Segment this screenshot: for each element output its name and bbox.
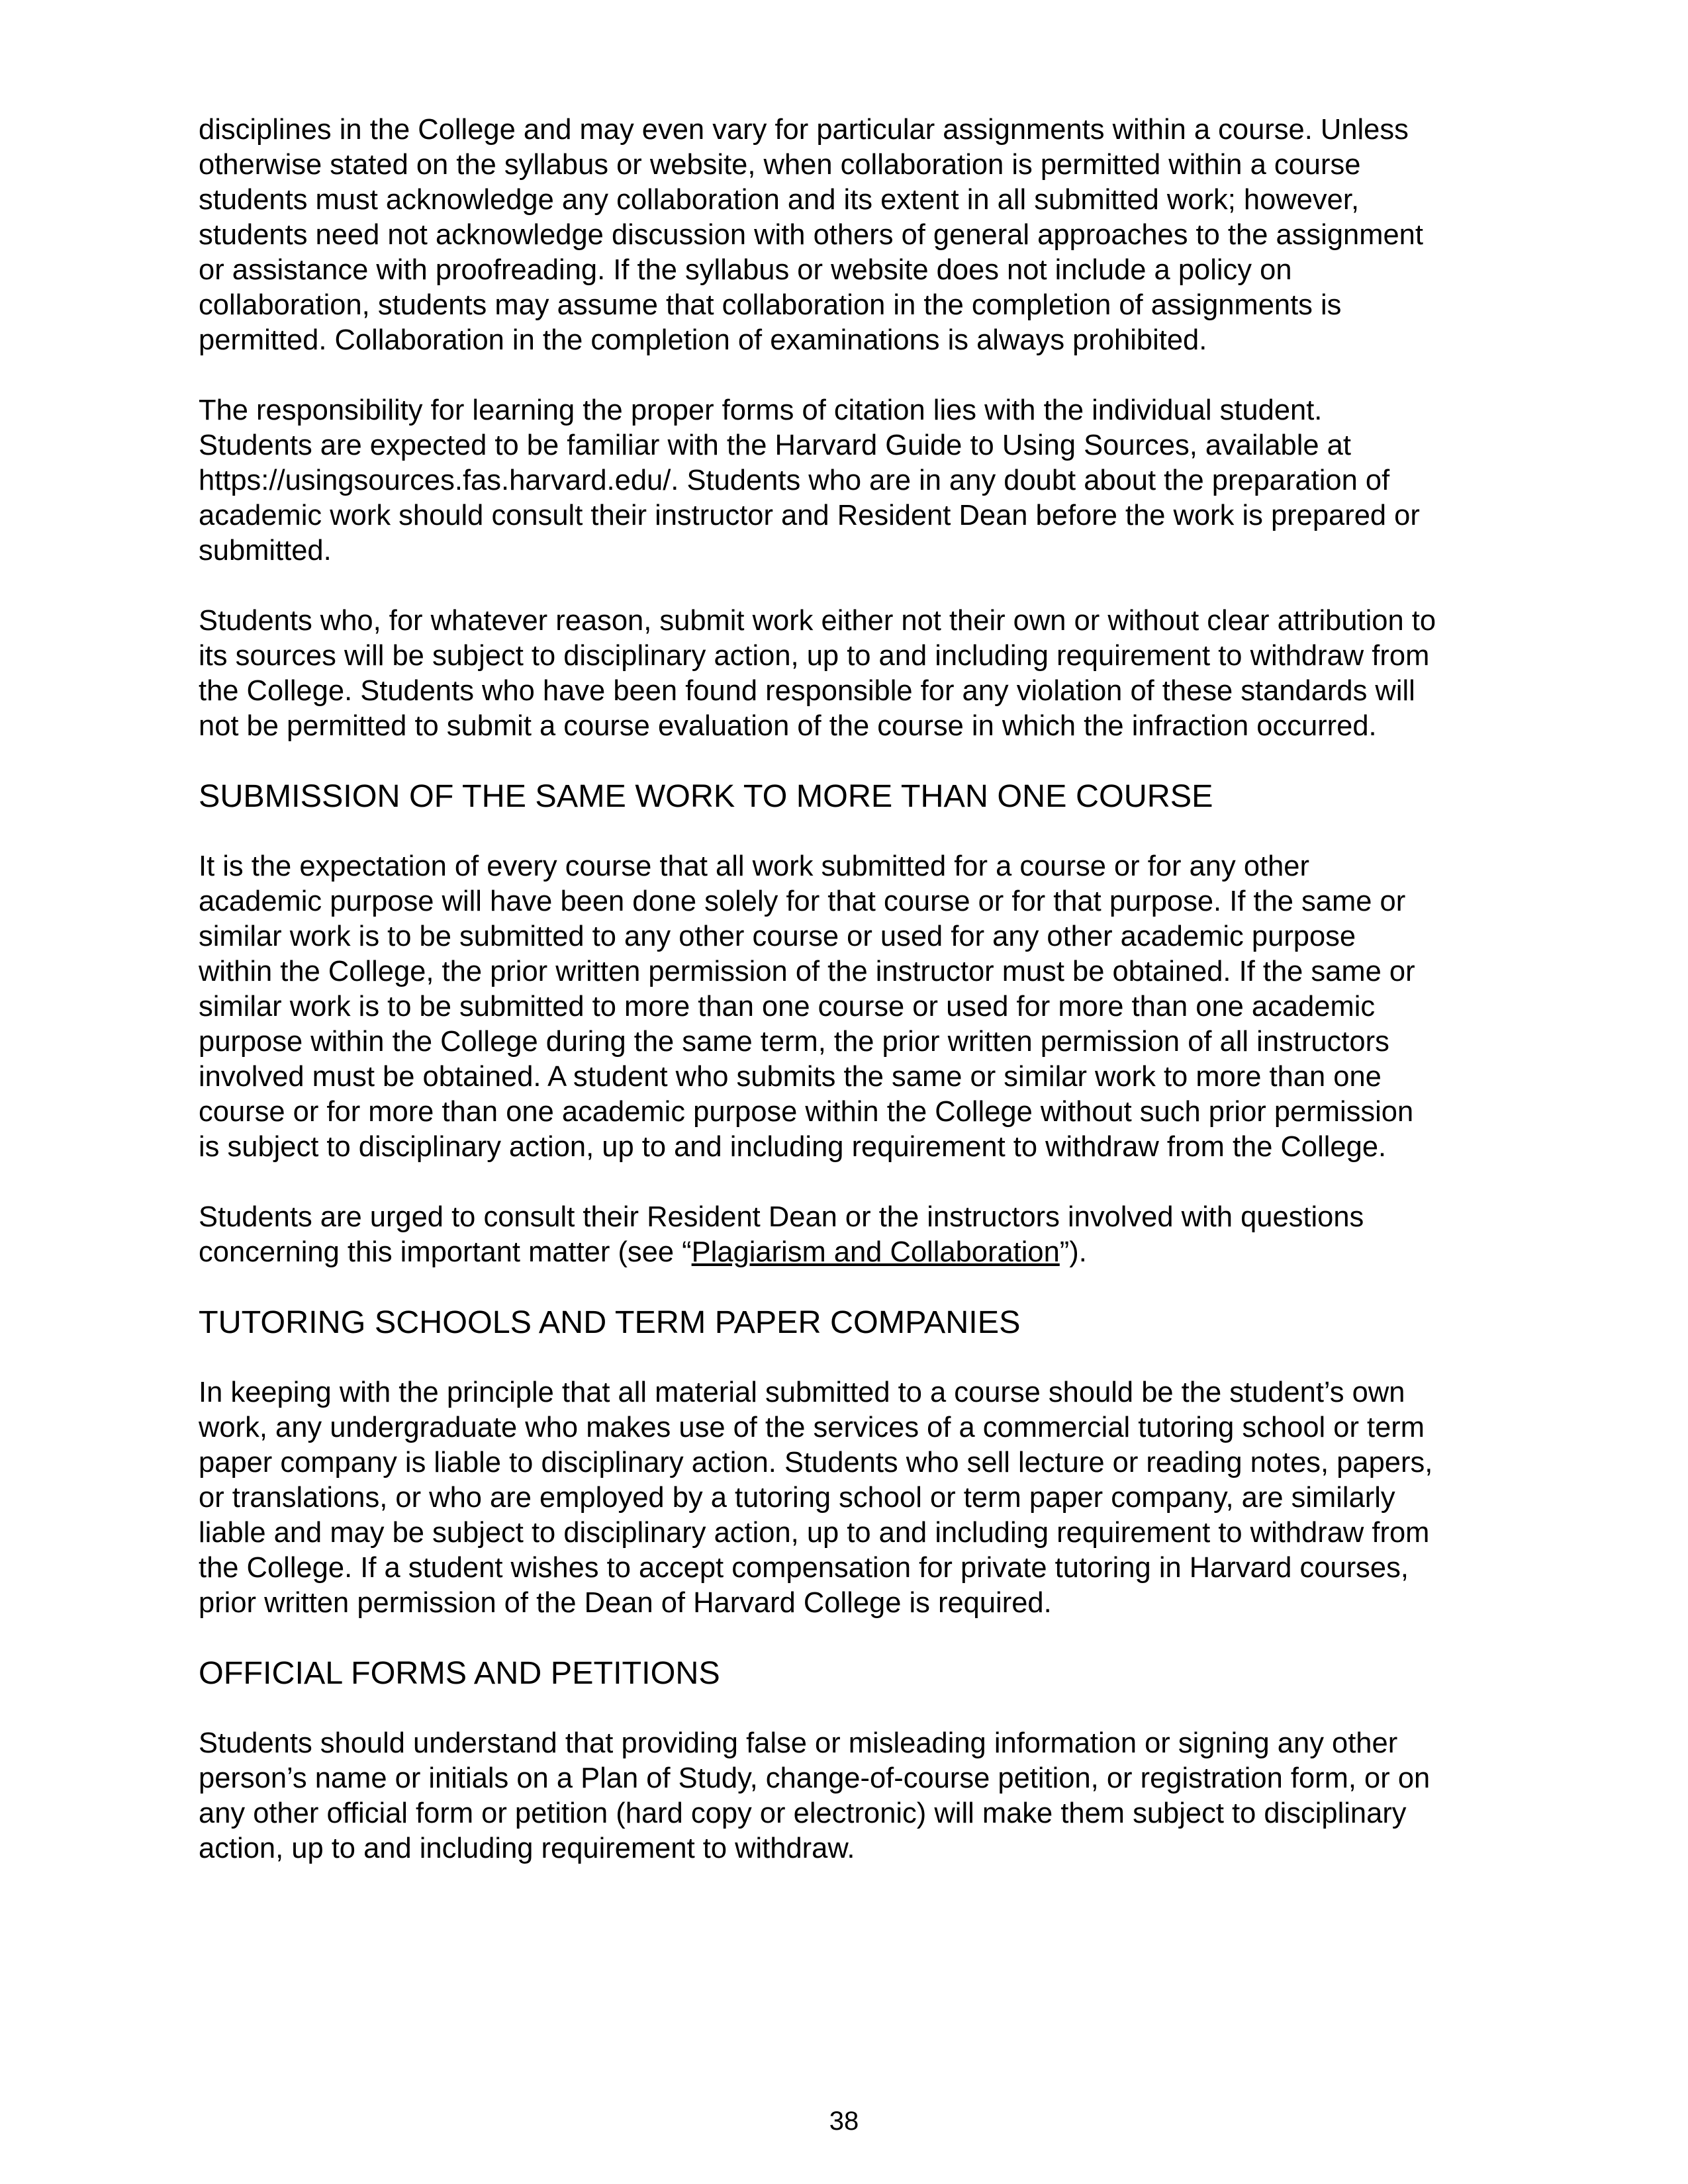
disciplinary-action-paragraph — [199, 604, 1516, 744]
text-line: paper company is liable to disciplinary action. Students who sell lecture or reading notes, papers, — [199, 1447, 1433, 1479]
text-line: involved must be obtained. A student who submits the same or similar work to more than one — [199, 1061, 1382, 1093]
section-spacer — [199, 1270, 1516, 1305]
text-line: the College. Students who have been found responsible for any violation of these standards will — [199, 675, 1415, 707]
text-line: The responsibility for learning the proper forms of citation lies with the individual student. — [199, 394, 1323, 426]
text-line: or assistance with proofreading. If the syllabus or website does not include a policy on — [199, 254, 1292, 286]
page-number: 38 — [829, 2107, 859, 2136]
section-spacer — [199, 814, 1516, 849]
text-line: work, any undergraduate who makes use of the services of a commercial tutoring school or term — [199, 1412, 1425, 1443]
section-spacer — [199, 1621, 1516, 1656]
text-line: course or for more than one academic purpose within the College without such prior permission — [199, 1096, 1414, 1128]
text-line: disciplines in the College and may even vary for particular assignments within a course. Unless — [199, 114, 1409, 146]
text-line: its sources will be subject to disciplinary action, up to and including requirement to withdraw from — [199, 640, 1430, 672]
section-heading-tutoring: TUTORING SCHOOLS AND TERM PAPER COMPANIES — [199, 1304, 1021, 1340]
text-line: or translations, or who are employed by a tutoring school or term paper company, are similarly — [199, 1482, 1395, 1514]
text-line: submitted. — [199, 535, 332, 567]
paragraph-spacer — [199, 358, 1516, 393]
same-work-paragraph — [199, 849, 1516, 1165]
text-line: action, up to and including requirement to withdraw. — [199, 1833, 855, 1864]
text-line: Students are urged to consult their Resident Dean or the instructors involved with questions — [199, 1201, 1364, 1233]
text-line: similar work is to be submitted to any other course or used for any other academic purpose — [199, 921, 1356, 952]
text-line: academic purpose will have been done solely for that course or for that purpose. If the same or — [199, 886, 1406, 917]
text-line: purpose within the College during the same term, the prior written permission of all instructors — [199, 1026, 1389, 1058]
text-line: students need not acknowledge discussion with others of general approaches to the assignment — [199, 219, 1423, 251]
text-line: https://usingsources.fas.harvard.edu/. Students who are in any doubt about the preparation of — [199, 465, 1390, 496]
text-fragment: ”). — [1059, 1236, 1087, 1268]
text-line: within the College, the prior written permission of the instructor must be obtained. If the same or — [199, 956, 1415, 987]
collaboration-policy-paragraph — [199, 113, 1516, 358]
document-page — [199, 113, 1516, 1866]
tutoring-paragraph — [199, 1375, 1516, 1621]
text-fragment: concerning this important matter (see “ — [199, 1236, 692, 1268]
text-line: liable and may be subject to disciplinary action, up to and including requirement to withdraw from — [199, 1517, 1430, 1549]
text-line: In keeping with the principle that all material submitted to a course should be the student’s own — [199, 1377, 1405, 1408]
consult-dean-paragraph — [199, 1200, 1516, 1270]
text-line: is subject to disciplinary action, up to and including requirement to withdraw from the College. — [199, 1131, 1387, 1163]
paragraph-spacer — [199, 569, 1516, 604]
text-line: not be permitted to submit a course evaluation of the course in which the infraction occurred. — [199, 710, 1377, 742]
official-forms-paragraph — [199, 1726, 1516, 1866]
text-line: It is the expectation of every course that all work submitted for a course or for any other — [199, 850, 1309, 882]
section-heading-official-forms: OFFICIAL FORMS AND PETITIONS — [199, 1655, 720, 1691]
text-line: prior written permission of the Dean of Harvard College is required. — [199, 1587, 1052, 1619]
section-spacer — [199, 1340, 1516, 1375]
section-spacer — [199, 744, 1516, 779]
citation-responsibility-paragraph — [199, 393, 1516, 569]
section-heading-same-work: SUBMISSION OF THE SAME WORK TO MORE THAN ONE COURSE — [199, 778, 1213, 814]
text-line: the College. If a student wishes to accept compensation for private tutoring in Harvard courses, — [199, 1552, 1409, 1584]
text-line: any other official form or petition (hard copy or electronic) will make them subject to disciplinary — [199, 1797, 1407, 1829]
text-line: students must acknowledge any collaboration and its extent in all submitted work; however, — [199, 184, 1360, 216]
text-line: similar work is to be submitted to more than one course or used for more than one academic — [199, 991, 1376, 1023]
plagiarism-collaboration-link[interactable]: Plagiarism and Collaboration — [691, 1236, 1060, 1268]
section-spacer — [199, 1691, 1516, 1726]
text-line — [199, 1235, 1516, 1270]
text-line: permitted. Collaboration in the completion of examinations is always prohibited. — [199, 324, 1207, 356]
text-line: Students who, for whatever reason, submit work either not their own or without clear attribution to — [199, 605, 1436, 637]
paragraph-spacer — [199, 1165, 1516, 1200]
text-line: Students should understand that providing false or misleading information or signing any other — [199, 1727, 1398, 1759]
text-line: academic work should consult their instructor and Resident Dean before the work is prepared or — [199, 500, 1420, 531]
text-line: person’s name or initials on a Plan of Study, change-of-course petition, or registration form, or on — [199, 1762, 1430, 1794]
text-line: Students are expected to be familiar with the Harvard Guide to Using Sources, available at — [199, 430, 1351, 461]
text-line: otherwise stated on the syllabus or website, when collaboration is permitted within a course — [199, 149, 1361, 181]
text-line: collaboration, students may assume that collaboration in the completion of assignments is — [199, 289, 1342, 321]
